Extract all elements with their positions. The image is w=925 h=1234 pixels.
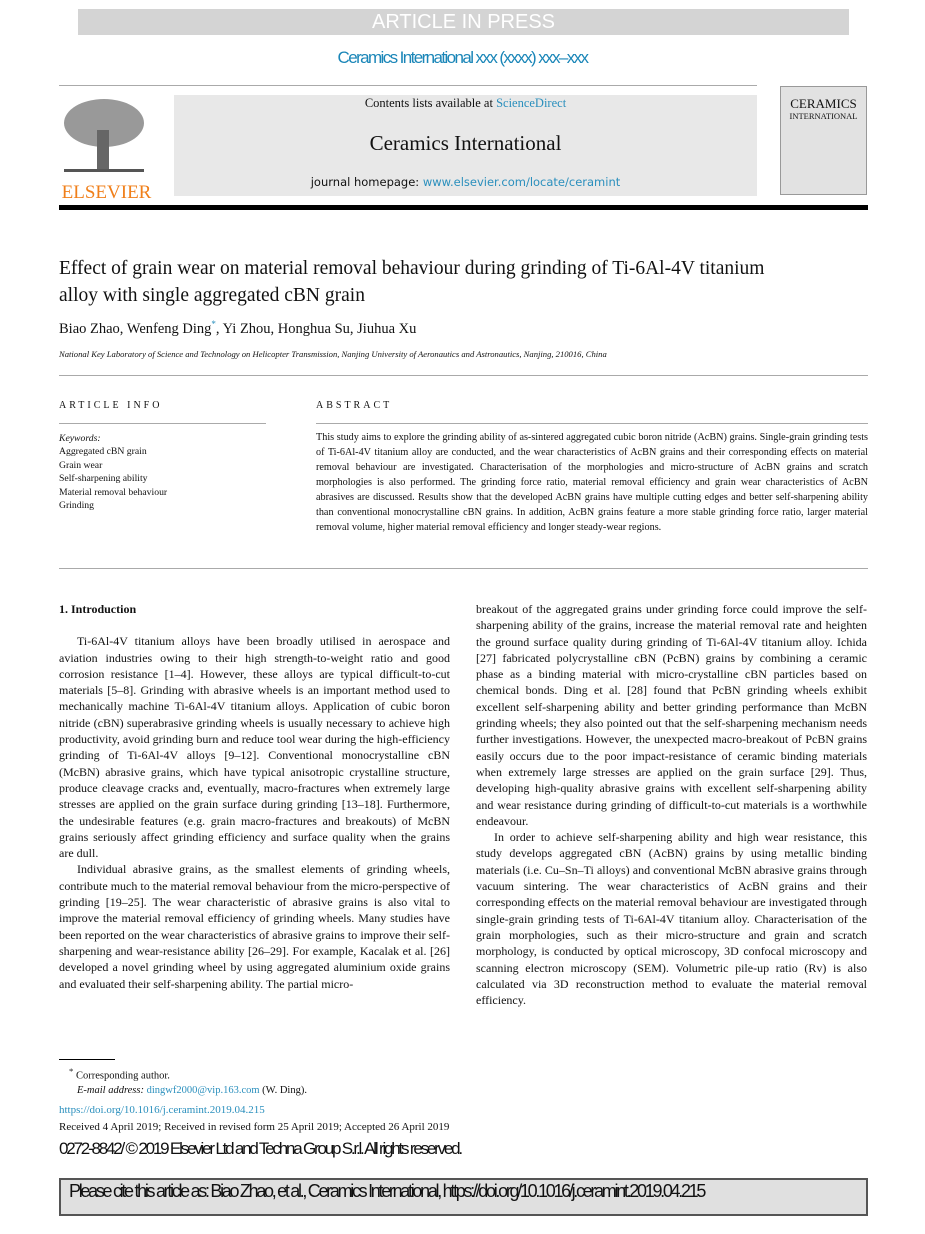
journal-header <box>174 95 757 196</box>
author-names: Biao Zhao, Wenfeng Ding <box>59 320 212 337</box>
left-column <box>59 601 450 992</box>
paragraph: Ti-6Al-4V titanium alloys have been broadly utilised in aerospace and aviation industries owing to their high strength-to-weight ratio and good corrosion resistance [1–4]. However, these alloys are typical difficult-to-cut materials [5–8]. Grinding with abrasive wheels is an important method used to mechanically machine Ti-6Al-4V titanium alloys. Application of cubic boron nitride (cBN) superabrasive grinding wheels is usually necessary to achieve high productivity, avoid grinding burn and reduce tool wear during the high-efficiency grinding of Ti-6Al-4V alloys [9–12]. Conventional monocrystalline cBN (McBN) abrasive grains, which have typical anisotropic crystalline structure, produce cleavage cracks and, eventually, macro-fractures when extremely large stresses are applied on the grain surface during grinding [13–18]. Furthermore, the undesirable features (e.g. grain macro-fractures and breakouts) of McBN grains seriously affect grinding efficiency and surface quality when the grains are dull. <box>59 634 450 861</box>
email-suffix: (W. Ding). <box>259 1085 307 1096</box>
keyword: Grinding <box>59 500 94 512</box>
cover-title: CERAMICS <box>790 96 857 111</box>
cover-subtitle: INTERNATIONAL <box>789 111 858 121</box>
keyword: Aggregated cBN grain <box>59 446 147 458</box>
contents-text: Contents lists available at <box>364 96 497 110</box>
divider <box>59 568 868 569</box>
homepage-label: journal homepage: <box>310 175 423 189</box>
footnote <box>69 1064 307 1099</box>
keyword: Material removal behaviour <box>59 486 168 498</box>
header-rule <box>59 205 868 210</box>
journal-name: Ceramics International <box>369 131 562 155</box>
paragraph: Individual abrasive grains, as the smallest elements of grinding wheels, contribute much to the material removal behaviour from the micro-perspective of grinding [19–25]. The wear characteristic of abrasive grains is also vital to improve the material removal efficiency of grinding wheels. Many studies have been reported on the wear characteristics of abrasive grains to improve their self-sharpening and wear-resistance ability [26–29]. For example, Kacalak et al. [26] developed a novel grinding wheel by using aggregated aluminium oxide grains and evaluated their self-sharpening ability. The partial micro- <box>59 862 450 991</box>
homepage-link[interactable]: www.elsevier.com/locate/ceramint <box>422 175 621 189</box>
elsevier-tree-icon <box>59 95 149 175</box>
elsevier-logo[interactable] <box>59 95 154 203</box>
keyword: Self-sharpening ability <box>59 473 148 485</box>
divider <box>59 423 266 424</box>
author-names-rest: , Yi Zhou, Honghua Su, Jiuhua Xu <box>215 320 417 337</box>
footnote-mark: * <box>69 1066 74 1076</box>
sciencedirect-link[interactable]: ScienceDirect <box>496 96 567 110</box>
email-link[interactable]: dingwf2000@vip.163.com <box>146 1085 260 1096</box>
keyword: Grain wear <box>59 459 103 471</box>
article-title: Effect of grain wear on material removal behaviour during grinding of Ti-6Al-4V titanium alloy with single aggregated cBN grain <box>59 258 765 306</box>
article-in-press-banner: ARTICLE IN PRESS <box>78 9 849 35</box>
publisher-name: ELSEVIER <box>61 182 152 203</box>
affiliation: National Key Laboratory of Science and Technology on Helicopter Transmission, Nanjing University of Aeronautics and Astronautics, Nanjing, 210016, China <box>59 349 607 359</box>
journal-cover[interactable] <box>780 86 867 195</box>
section-heading: 1. Introduction <box>59 602 137 616</box>
right-column <box>476 601 867 1008</box>
paragraph: In order to achieve self-sharpening ability and high wear resistance, this study develops aggregated cBN (AcBN) grains by using metallic binding materials (i.e. Cu–Sn–Ti alloys) and conventional McBN abrasive grains through vacuum sintering. The wear characteristics of AcBN grains and their corresponding effects on the material removal behaviour are investigated through single-grain grinding tests of Ti-6Al-4V titanium alloy. Characterisation of the grain morphologies, such as their micro-structure and grain and scratch morphology, is conducted by optical microscopy, 3D confocal microscopy and scanning electron microscopy (SEM). Volumetric pile-up ratio (Rv) is also calculated via 3D reconstruction method to evaluate the material removal efficiency. <box>476 830 867 1008</box>
received-dates: Received 4 April 2019; Received in revised form 25 April 2019; Accepted 26 April 2019 <box>59 1121 450 1133</box>
abstract-heading: ABSTRACT <box>316 400 393 411</box>
citation-box: Please cite this article as: Biao Zhao, et al., Ceramics International, https://doi.org/10.1016/j.ceramint.2019.04.215 <box>59 1178 868 1216</box>
divider <box>59 85 757 86</box>
divider <box>316 423 868 424</box>
article-info-heading: ARTICLE INFO <box>59 400 163 411</box>
abstract-text: This study aims to explore the grinding ability of as-sintered aggregated cubic boron nitride (AcBN) grains. Single-grain grinding tests of Ti-6Al-4V titanium alloy are conducted, and the wear characteristics of AcBN grains and their corresponding effects on material removal behaviour are investigated. Characterisation of the morphologies and micro-structure of AcBN grains and scratch morphologies is also performed. The grinding force ratio, material removal efficiency and grain wear characteristics of AcBN abrasives are discussed. Results show that the developed AcBN grains have multiple cutting edges and better self-sharpening ability than conventional monocrystalline cBN grains. In addition, AcBN grains feature a more stable grinding force ratio, larger material removal volume, higher material removal efficiency and longer steady-wear regions. <box>316 432 868 533</box>
footnote-rule <box>59 1059 115 1060</box>
corresponding-mark[interactable]: * <box>211 319 216 329</box>
journal-reference[interactable]: Ceramics International xxx (xxxx) xxx–xxx <box>337 48 588 67</box>
email-label: E-mail address: <box>77 1085 147 1096</box>
authors <box>59 319 416 338</box>
paragraph: breakout of the aggregated grains under grinding force could improve the self-sharpening ability of the grains, increase the material removal rate and heighten the ground surface quality during grinding of Ti-6Al-4V titanium alloy. Ichida [27] fabricated polycrystalline cBN (PcBN) grains by combining a ceramic phase as a binding material with micro-crystalline cBN particles based on chemical bonds. Ding et al. [28] found that PcBN grinding wheels exhibit excellent self-sharpening ability and better grinding performance than McBN grinding wheels; they also pointed out that the self-sharpening mechanism needs further investigations. However, the unexpected macro-breakout of PcBN grains easily occurs due to the poor impact-resistance of ceramic binding materials when extremely large stresses are applied on the grain surface [29]. Thus, developing high-quality abrasive grains with excellent self-sharpening ability and wear resistance during grinding of difficult-to-cut materials is a worthwhile endeavour. <box>476 602 867 828</box>
copyright: 0272-8842/ © 2019 Elsevier Ltd and Techna Group S.r.l. All rights reserved. <box>59 1139 461 1158</box>
doi-link[interactable]: https://doi.org/10.1016/j.ceramint.2019.04.215 <box>59 1104 265 1116</box>
divider <box>59 375 868 376</box>
keywords <box>59 432 167 512</box>
corresponding-author: Corresponding author. <box>76 1070 170 1082</box>
keywords-label: Keywords: <box>59 433 101 444</box>
